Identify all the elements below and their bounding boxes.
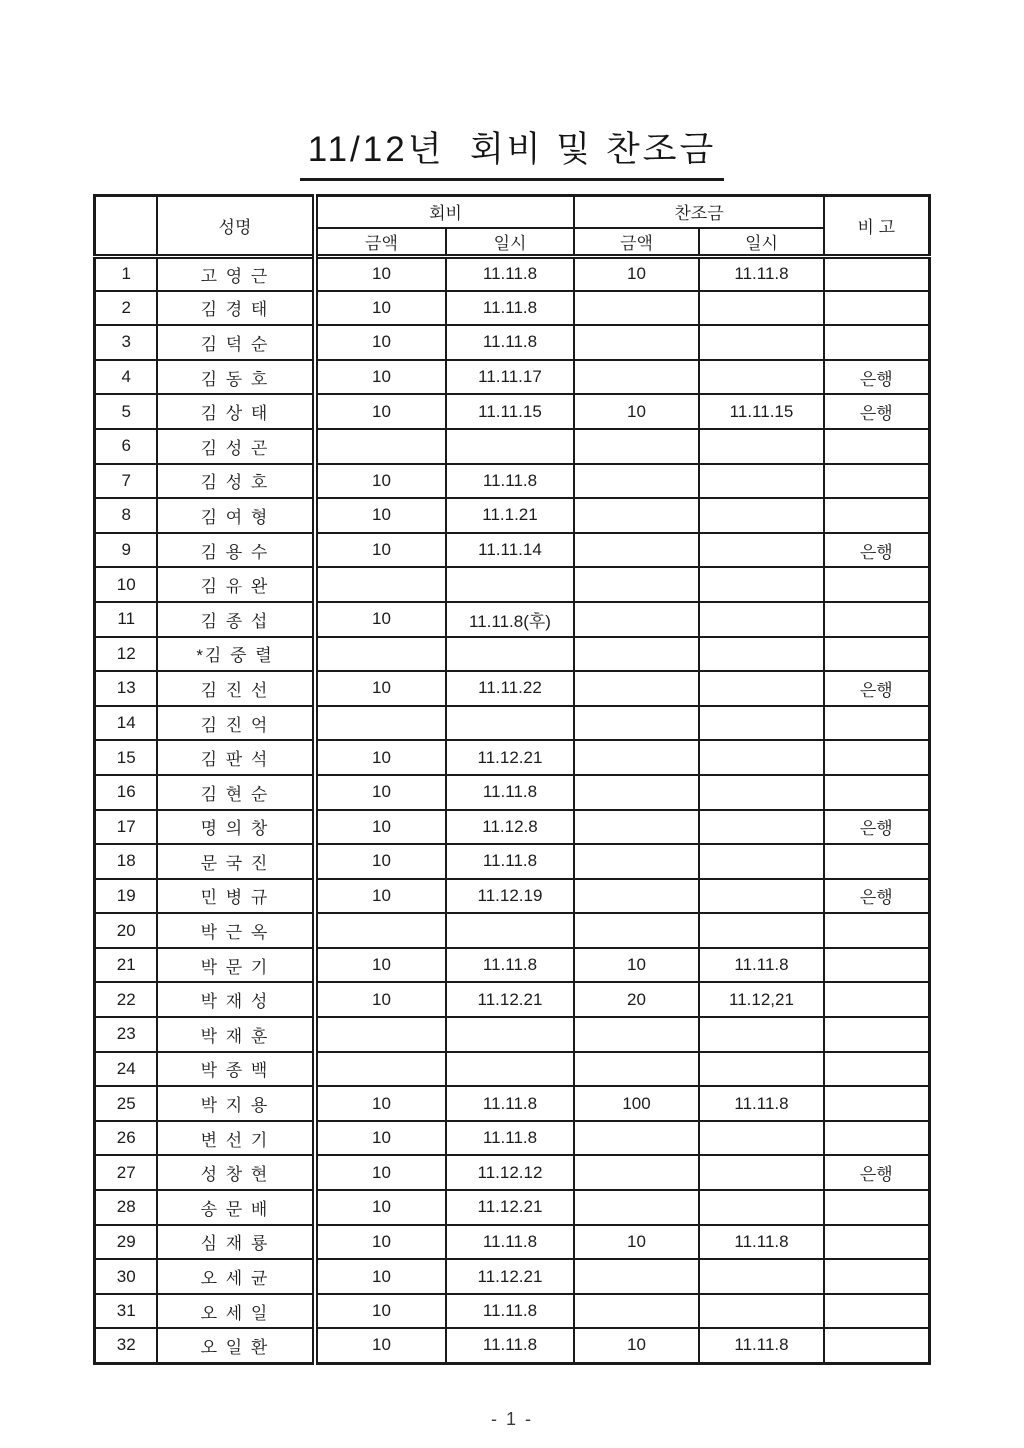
table-row: [95, 1190, 929, 1225]
row-number-cell: 25: [95, 1086, 157, 1121]
fee-date-cell: 11.12.19: [446, 879, 574, 914]
note-cell: [824, 1225, 929, 1260]
note-cell: 은행: [824, 671, 929, 706]
donation-date-cell: [699, 1294, 824, 1329]
fee-date-cell: [446, 567, 574, 602]
fee-amount-cell: 10: [315, 256, 446, 291]
note-cell: [824, 1190, 929, 1225]
fee-amount-cell: [315, 1017, 446, 1052]
fee-amount-cell: 10: [315, 1259, 446, 1294]
table-header: [95, 196, 929, 257]
donation-date-cell: [699, 602, 824, 637]
note-cell: [824, 291, 929, 326]
row-number-cell: 26: [95, 1121, 157, 1156]
row-number-cell: 9: [95, 533, 157, 568]
header-donation-date-cell: 일시: [699, 228, 824, 257]
header-donation-amount-cell: 금액: [574, 228, 699, 257]
table-row: [95, 1259, 929, 1294]
fee-date-cell: [446, 1017, 574, 1052]
donation-amount-cell: [574, 429, 699, 464]
name-cell: 박 근 옥: [157, 913, 315, 948]
note-cell: [824, 775, 929, 810]
note-cell: [824, 1294, 929, 1329]
table-row: [95, 879, 929, 914]
fee-date-cell: 11.11.8: [446, 1225, 574, 1260]
donation-amount-cell: [574, 844, 699, 879]
name-cell: 김 유 완: [157, 567, 315, 602]
name-cell: 박 문 기: [157, 948, 315, 983]
row-number-cell: 19: [95, 879, 157, 914]
name-cell: 문 국 진: [157, 844, 315, 879]
fee-amount-cell: 10: [315, 360, 446, 395]
donation-date-cell: 11.11.15: [699, 394, 824, 429]
name-cell: 김 덕 순: [157, 325, 315, 360]
donation-amount-cell: [574, 464, 699, 499]
donation-amount-cell: [574, 1017, 699, 1052]
donation-date-cell: [699, 291, 824, 326]
name-cell: 김 진 억: [157, 706, 315, 741]
donation-date-cell: 11.11.8: [699, 1328, 824, 1363]
fee-date-cell: [446, 637, 574, 672]
donation-date-cell: 11.11.8: [699, 1225, 824, 1260]
fee-amount-cell: 10: [315, 533, 446, 568]
table-row: [95, 1017, 929, 1052]
page-number: - 1 -: [490, 1408, 533, 1429]
donation-amount-cell: [574, 775, 699, 810]
fee-amount-cell: [315, 913, 446, 948]
note-cell: [824, 913, 929, 948]
note-cell: [824, 464, 929, 499]
fee-date-cell: [446, 706, 574, 741]
note-cell: [824, 498, 929, 533]
donation-date-cell: [699, 567, 824, 602]
donation-date-cell: [699, 706, 824, 741]
row-number-cell: 13: [95, 671, 157, 706]
fee-date-cell: 11.11.17: [446, 360, 574, 395]
fee-amount-cell: 10: [315, 498, 446, 533]
donation-amount-cell: [574, 1155, 699, 1190]
donation-amount-cell: [574, 1121, 699, 1156]
table-row: [95, 637, 929, 672]
note-cell: [824, 256, 929, 291]
donation-date-cell: [699, 1259, 824, 1294]
fee-date-cell: 11.11.8: [446, 291, 574, 326]
table-row: [95, 394, 929, 429]
row-number-cell: 17: [95, 810, 157, 845]
note-cell: [824, 1052, 929, 1087]
fee-amount-cell: 10: [315, 879, 446, 914]
fee-date-cell: 11.12.21: [446, 1259, 574, 1294]
fee-date-cell: 11.12.8: [446, 810, 574, 845]
name-cell: 김 성 호: [157, 464, 315, 499]
name-cell: 김 종 섭: [157, 602, 315, 637]
row-number-cell: 15: [95, 740, 157, 775]
fee-date-cell: [446, 429, 574, 464]
donation-date-cell: [699, 810, 824, 845]
name-cell: 김 판 석: [157, 740, 315, 775]
table-row: [95, 498, 929, 533]
note-cell: [824, 1086, 929, 1121]
fee-amount-cell: [315, 429, 446, 464]
fee-date-cell: 11.11.8(후): [446, 602, 574, 637]
donation-date-cell: [699, 464, 824, 499]
fee-amount-cell: 10: [315, 325, 446, 360]
table-row: [95, 948, 929, 983]
name-cell: 박 지 용: [157, 1086, 315, 1121]
note-cell: 은행: [824, 1155, 929, 1190]
donation-date-cell: [699, 1155, 824, 1190]
name-cell: 민 병 규: [157, 879, 315, 914]
fee-date-cell: 11.11.8: [446, 1121, 574, 1156]
table-row: [95, 740, 929, 775]
name-cell: 박 재 성: [157, 982, 315, 1017]
fee-date-cell: 11.11.14: [446, 533, 574, 568]
table-row: [95, 775, 929, 810]
fee-amount-cell: 10: [315, 844, 446, 879]
row-number-cell: 30: [95, 1259, 157, 1294]
donation-amount-cell: [574, 533, 699, 568]
note-cell: [824, 567, 929, 602]
donation-date-cell: [699, 671, 824, 706]
fee-amount-cell: 10: [315, 810, 446, 845]
donation-date-cell: [699, 913, 824, 948]
row-number-cell: 8: [95, 498, 157, 533]
donation-amount-cell: [574, 1190, 699, 1225]
donation-date-cell: [699, 325, 824, 360]
header-fee-date-cell: 일시: [446, 228, 574, 257]
note-cell: 은행: [824, 879, 929, 914]
fee-date-cell: 11.11.8: [446, 1086, 574, 1121]
donation-amount-cell: [574, 637, 699, 672]
table-row: [95, 291, 929, 326]
row-number-cell: 6: [95, 429, 157, 464]
note-cell: 은행: [824, 810, 929, 845]
row-number-cell: 12: [95, 637, 157, 672]
header-number-cell: [95, 196, 157, 257]
fee-amount-cell: [315, 706, 446, 741]
row-number-cell: 14: [95, 706, 157, 741]
donation-date-cell: [699, 740, 824, 775]
note-cell: [824, 602, 929, 637]
donation-amount-cell: [574, 1259, 699, 1294]
table-row: [95, 671, 929, 706]
donation-amount-cell: [574, 913, 699, 948]
note-cell: 은행: [824, 394, 929, 429]
row-number-cell: 1: [95, 256, 157, 291]
name-cell: 김 여 형: [157, 498, 315, 533]
donation-amount-cell: [574, 291, 699, 326]
fee-amount-cell: 10: [315, 1086, 446, 1121]
table-row: [95, 982, 929, 1017]
table-row: [95, 1121, 929, 1156]
donation-amount-cell: 10: [574, 948, 699, 983]
fee-date-cell: [446, 913, 574, 948]
donation-date-cell: [699, 879, 824, 914]
table-row: [95, 810, 929, 845]
donation-amount-cell: 10: [574, 1225, 699, 1260]
header-donation-group-cell: 찬조금: [574, 196, 824, 228]
fee-date-cell: 11.11.8: [446, 256, 574, 291]
page-title: 11/12년 회비 및 찬조금: [300, 122, 725, 181]
row-number-cell: 5: [95, 394, 157, 429]
table-row: [95, 567, 929, 602]
name-cell: 김 용 수: [157, 533, 315, 568]
fee-date-cell: 11.12.21: [446, 740, 574, 775]
note-cell: 은행: [824, 533, 929, 568]
fee-amount-cell: [315, 1052, 446, 1087]
table-row: [95, 844, 929, 879]
row-number-cell: 21: [95, 948, 157, 983]
name-cell: 송 문 배: [157, 1190, 315, 1225]
table-row: [95, 706, 929, 741]
table-row: [95, 1052, 929, 1087]
name-cell: 김 경 태: [157, 291, 315, 326]
table-row: [95, 913, 929, 948]
row-number-cell: 11: [95, 602, 157, 637]
name-cell: 심 재 룡: [157, 1225, 315, 1260]
note-cell: [824, 740, 929, 775]
fee-date-cell: 11.12.21: [446, 1190, 574, 1225]
donation-date-cell: [699, 429, 824, 464]
donation-date-cell: [699, 637, 824, 672]
donation-amount-cell: [574, 810, 699, 845]
row-number-cell: 32: [95, 1328, 157, 1363]
row-number-cell: 23: [95, 1017, 157, 1052]
fee-amount-cell: 10: [315, 1328, 446, 1363]
donation-date-cell: [699, 844, 824, 879]
fee-date-cell: 11.11.8: [446, 844, 574, 879]
row-number-cell: 24: [95, 1052, 157, 1087]
donation-date-cell: 11.12,21: [699, 982, 824, 1017]
fee-amount-cell: 10: [315, 464, 446, 499]
row-number-cell: 10: [95, 567, 157, 602]
header-name-cell: 성명: [157, 196, 315, 257]
table-row: [95, 1294, 929, 1329]
donation-date-cell: [699, 1017, 824, 1052]
note-cell: [824, 325, 929, 360]
fee-amount-cell: 10: [315, 982, 446, 1017]
donation-amount-cell: [574, 360, 699, 395]
title-wrap: [0, 0, 1024, 181]
fee-amount-cell: 10: [315, 602, 446, 637]
note-cell: [824, 429, 929, 464]
note-cell: [824, 982, 929, 1017]
name-cell: 김 동 호: [157, 360, 315, 395]
table-row: [95, 1086, 929, 1121]
header-group-row: [95, 196, 929, 228]
donation-date-cell: [699, 1052, 824, 1087]
note-cell: 은행: [824, 360, 929, 395]
fee-date-cell: 11.11.22: [446, 671, 574, 706]
table-row: [95, 325, 929, 360]
fee-amount-cell: [315, 637, 446, 672]
fee-date-cell: 11.11.8: [446, 464, 574, 499]
fee-amount-cell: 10: [315, 1225, 446, 1260]
donation-amount-cell: 10: [574, 1328, 699, 1363]
donation-date-cell: [699, 360, 824, 395]
note-cell: [824, 1121, 929, 1156]
fee-amount-cell: 10: [315, 1155, 446, 1190]
note-cell: [824, 637, 929, 672]
table-row: [95, 533, 929, 568]
table-row: [95, 256, 929, 291]
donation-date-cell: [699, 775, 824, 810]
table-row: [95, 429, 929, 464]
fee-amount-cell: 10: [315, 394, 446, 429]
fee-date-cell: [446, 1052, 574, 1087]
table-row: [95, 360, 929, 395]
fee-amount-cell: 10: [315, 775, 446, 810]
name-cell: 고 영 근: [157, 256, 315, 291]
row-number-cell: 2: [95, 291, 157, 326]
donation-date-cell: 11.11.8: [699, 256, 824, 291]
donation-amount-cell: 100: [574, 1086, 699, 1121]
name-cell: 오 일 환: [157, 1328, 315, 1363]
donation-amount-cell: [574, 567, 699, 602]
row-number-cell: 4: [95, 360, 157, 395]
row-number-cell: 20: [95, 913, 157, 948]
fee-date-cell: 11.11.8: [446, 948, 574, 983]
donation-date-cell: 11.11.8: [699, 948, 824, 983]
fee-amount-cell: 10: [315, 291, 446, 326]
donation-amount-cell: [574, 706, 699, 741]
note-cell: [824, 1328, 929, 1363]
row-number-cell: 7: [95, 464, 157, 499]
row-number-cell: 18: [95, 844, 157, 879]
name-cell: *김 중 렬: [157, 637, 315, 672]
fee-table: [93, 194, 930, 1365]
fee-date-cell: 11.12.21: [446, 982, 574, 1017]
note-cell: [824, 706, 929, 741]
fee-amount-cell: [315, 567, 446, 602]
donation-amount-cell: 10: [574, 394, 699, 429]
name-cell: 오 세 일: [157, 1294, 315, 1329]
fee-amount-cell: 10: [315, 740, 446, 775]
donation-amount-cell: [574, 740, 699, 775]
table-row: [95, 602, 929, 637]
row-number-cell: 29: [95, 1225, 157, 1260]
note-cell: [824, 1017, 929, 1052]
donation-date-cell: [699, 1190, 824, 1225]
donation-amount-cell: [574, 1294, 699, 1329]
fee-date-cell: 11.11.15: [446, 394, 574, 429]
donation-amount-cell: [574, 325, 699, 360]
row-number-cell: 28: [95, 1190, 157, 1225]
name-cell: 오 세 균: [157, 1259, 315, 1294]
name-cell: 박 종 백: [157, 1052, 315, 1087]
note-cell: [824, 948, 929, 983]
header-fee-amount-cell: 금액: [315, 228, 446, 257]
fee-amount-cell: 10: [315, 948, 446, 983]
fee-date-cell: 11.12.12: [446, 1155, 574, 1190]
fee-date-cell: 11.11.8: [446, 1328, 574, 1363]
donation-amount-cell: [574, 1052, 699, 1087]
donation-amount-cell: [574, 671, 699, 706]
donation-date-cell: [699, 1121, 824, 1156]
fee-date-cell: 11.11.8: [446, 775, 574, 810]
donation-amount-cell: [574, 879, 699, 914]
row-number-cell: 31: [95, 1294, 157, 1329]
donation-date-cell: [699, 533, 824, 568]
fee-date-cell: 11.1.21: [446, 498, 574, 533]
table-row: [95, 1225, 929, 1260]
name-cell: 변 선 기: [157, 1121, 315, 1156]
donation-amount-cell: [574, 498, 699, 533]
header-note-cell: 비 고: [824, 196, 929, 257]
donation-amount-cell: [574, 602, 699, 637]
row-number-cell: 22: [95, 982, 157, 1017]
name-cell: 김 진 선: [157, 671, 315, 706]
name-cell: 박 재 훈: [157, 1017, 315, 1052]
donation-amount-cell: 10: [574, 256, 699, 291]
table-row: [95, 464, 929, 499]
name-cell: 명 의 창: [157, 810, 315, 845]
name-cell: 김 상 태: [157, 394, 315, 429]
header-fee-group-cell: 회비: [315, 196, 574, 228]
fee-date-cell: 11.11.8: [446, 1294, 574, 1329]
note-cell: [824, 1259, 929, 1294]
row-number-cell: 16: [95, 775, 157, 810]
row-number-cell: 27: [95, 1155, 157, 1190]
table-row: [95, 1328, 929, 1363]
fee-date-cell: 11.11.8: [446, 325, 574, 360]
donation-date-cell: [699, 498, 824, 533]
table-body: [95, 256, 929, 1363]
table-row: [95, 1155, 929, 1190]
name-cell: 성 창 현: [157, 1155, 315, 1190]
donation-date-cell: 11.11.8: [699, 1086, 824, 1121]
fee-amount-cell: 10: [315, 1121, 446, 1156]
donation-amount-cell: 20: [574, 982, 699, 1017]
name-cell: 김 현 순: [157, 775, 315, 810]
note-cell: [824, 844, 929, 879]
fee-amount-cell: 10: [315, 1190, 446, 1225]
name-cell: 김 성 곤: [157, 429, 315, 464]
fee-amount-cell: 10: [315, 1294, 446, 1329]
row-number-cell: 3: [95, 325, 157, 360]
fee-amount-cell: 10: [315, 671, 446, 706]
